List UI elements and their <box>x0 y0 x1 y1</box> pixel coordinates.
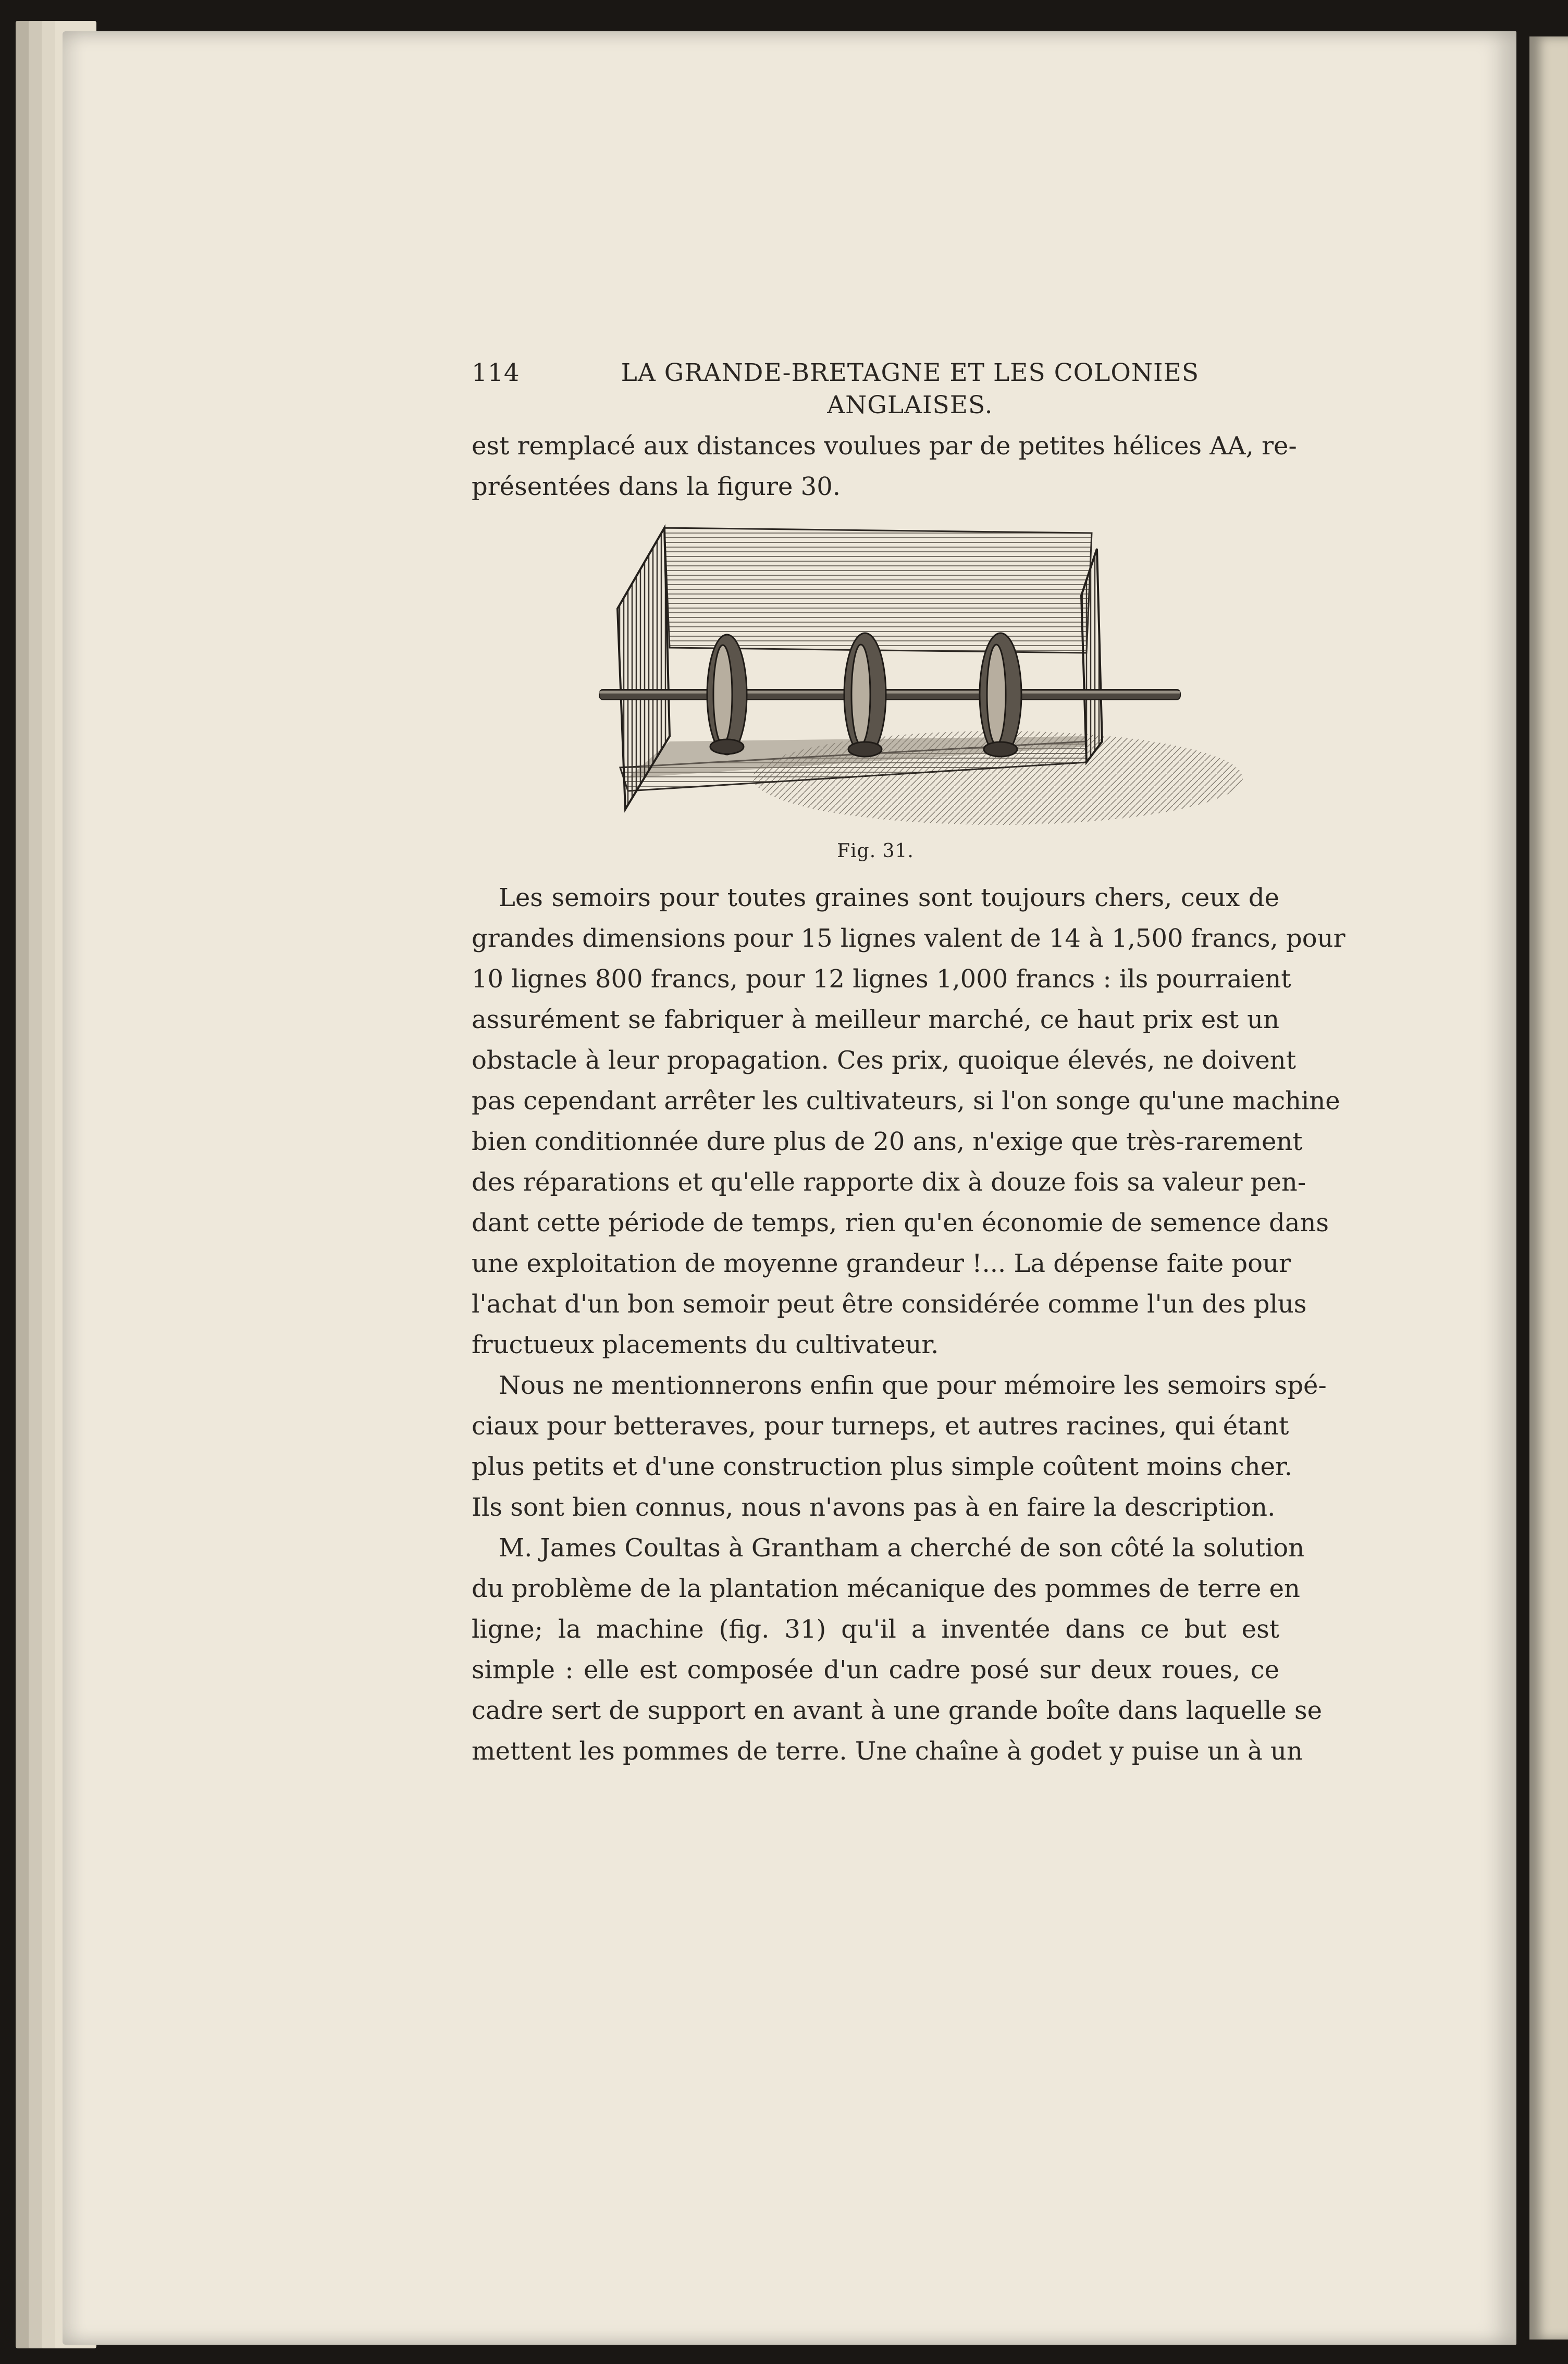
text-line: 10 lignes 800 francs, pour 12 lignes 1,000 francs : ils pourraient <box>472 964 1291 994</box>
figure-caption: Fig. 31. <box>837 840 914 862</box>
figure-illustration <box>560 517 1269 840</box>
text-line: mettent les pommes de terre. Une chaîne à godet y puise un à un <box>472 1737 1303 1766</box>
paragraph-coultas-machine <box>472 1528 1322 1772</box>
text-line: Les semoirs pour toutes graines sont toujours chers, ceux de <box>499 883 1279 912</box>
text-line: bien conditionnée dure plus de 20 ans, n'exige que très-rarement <box>472 1127 1303 1156</box>
page-content <box>472 357 1345 1772</box>
running-head-title: LA GRANDE-BRETAGNE ET LES COLONIES ANGLAISES. <box>621 358 1200 419</box>
text-line: simple : elle est composée d'un cadre posé sur deux roues, ce <box>472 1655 1279 1685</box>
helix-blade <box>844 633 886 757</box>
text-line: cadre sert de support en avant à une grande boîte dans laquelle se <box>472 1696 1322 1725</box>
text-line: plus petits et d'une construction plus simple coûtent moins cher. <box>472 1452 1292 1481</box>
paragraph-seed-drills <box>472 877 1345 1365</box>
text-line: une exploitation de moyenne grandeur !... La dépense faite pour <box>472 1249 1291 1278</box>
page-number: 114 <box>472 358 520 387</box>
helix-blade <box>980 633 1021 757</box>
text-line: assurément se fabriquer à meilleur marché, ce haut prix est un <box>472 1005 1279 1034</box>
text-line: Ils sont bien connus, nous n'avons pas à en faire la description. <box>472 1493 1276 1522</box>
text-line: est remplacé aux distances voulues par de petites hélices AA, re- <box>472 431 1297 461</box>
helix-blade <box>707 635 747 754</box>
seed-drill-engraving <box>560 517 1269 840</box>
running-head <box>472 357 1279 422</box>
paragraph-special-drills <box>472 1365 1327 1528</box>
facing-page-edge <box>1529 36 1568 2340</box>
text-line: ligne; la machine (fig. 31) qu'il a inventée dans ce but est <box>472 1615 1279 1644</box>
text-line: obstacle à leur propagation. Ces prix, quoique élevés, ne doivent <box>472 1046 1296 1075</box>
text-line: l'achat d'un bon semoir peut être considérée comme l'un des plus <box>472 1290 1307 1319</box>
text-line: dant cette période de temps, rien qu'en économie de semence dans <box>472 1208 1329 1237</box>
text-line: présentées dans la figure 30. <box>472 472 841 501</box>
text-line: du problème de la plantation mécanique des pommes de terre en <box>472 1574 1300 1603</box>
text-line: grandes dimensions pour 15 lignes valent de 14 à 1,500 francs, pour <box>472 924 1345 953</box>
text-line: pas cependant arrêter les cultivateurs, si l'on songe qu'une machine <box>472 1086 1340 1116</box>
text-line: ciaux pour betteraves, pour turneps, et autres racines, qui étant <box>472 1412 1289 1441</box>
text-line: Nous ne mentionnerons enfin que pour mémoire les semoirs spé- <box>499 1371 1327 1400</box>
text-line: des réparations et qu'elle rapporte dix à douze fois sa valeur pen- <box>472 1168 1306 1197</box>
text-line: M. James Coultas à Grantham a cherché de son côté la solution <box>499 1533 1305 1563</box>
text-line: fructueux placements du cultivateur. <box>472 1330 939 1359</box>
